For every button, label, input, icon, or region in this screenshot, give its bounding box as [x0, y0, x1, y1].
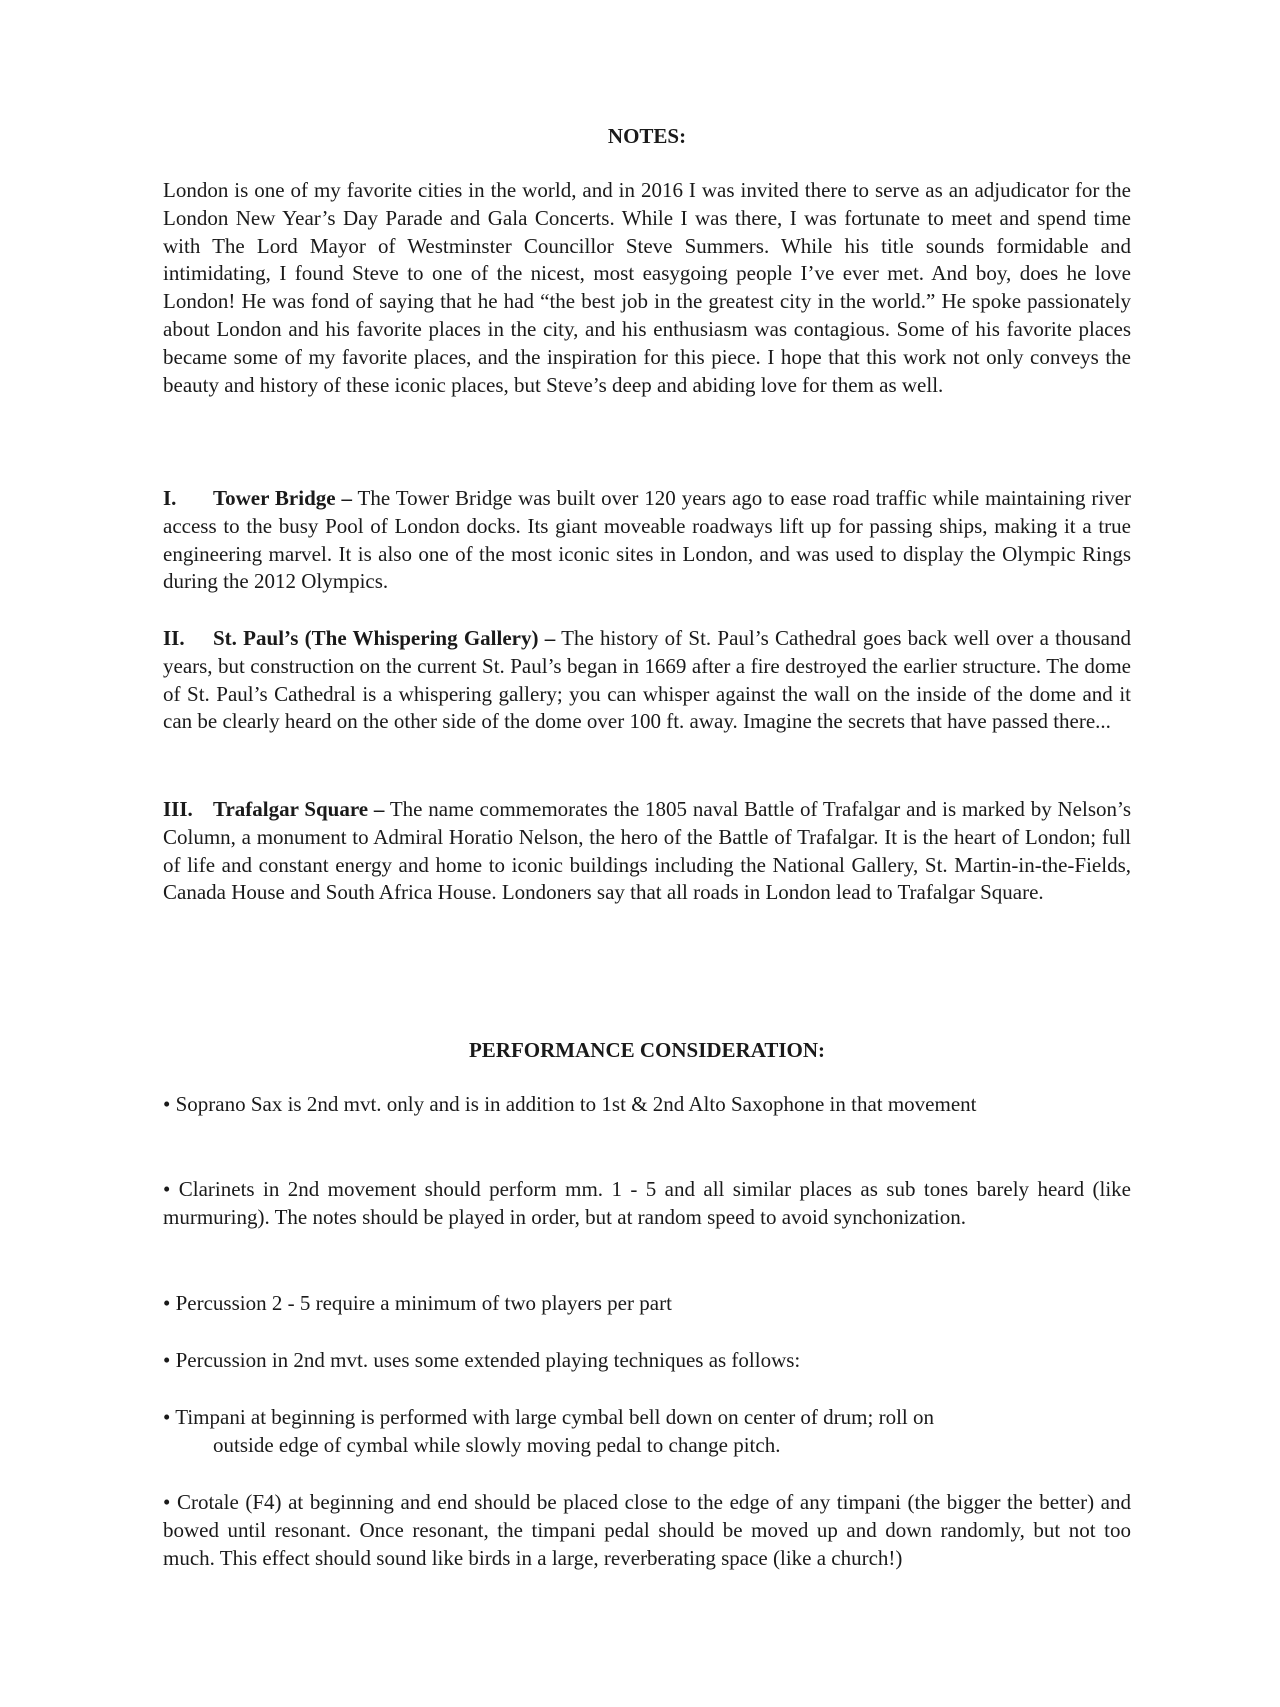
bullet-icon: • — [163, 1405, 171, 1429]
movement-1-numeral: I. — [163, 486, 177, 510]
bullet-text: Crotale (F4) at beginning and end should be placed close to the edge of any timpani (the bigger the better) and bowed until resonant. Once resonant, the timpani pedal should be moved up and down randomly, but not too much. This effect should sound like birds in a large, reverberating space (like a church!) — [163, 1490, 1131, 1570]
movement-1-text: The Tower Bridge was built over 120 years ago to ease road traffic while maintaining river access to the busy Pool of London docks. Its giant moveable roadways lift up for passing ships, making it a true engineering marvel. It is also one of the most iconic sites in London, and was used to display the Olympic Rings during the 2012 Olympics. — [163, 486, 1132, 594]
bullet-icon: • — [163, 1177, 171, 1201]
bullet-text: Percussion 2 - 5 require a minimum of two players per part — [175, 1291, 672, 1315]
movement-1-title: Tower Bridge – — [213, 486, 353, 510]
movement-1-paragraph — [163, 485, 1131, 596]
bullet-icon: • — [163, 1490, 171, 1514]
bullet-icon: • — [163, 1291, 171, 1315]
notes-heading: NOTES: — [607, 124, 687, 148]
performance-bullet — [163, 1091, 1131, 1119]
performance-bullet — [163, 1176, 1131, 1232]
movement-3-paragraph — [163, 796, 1131, 907]
performance-bullet — [163, 1347, 1131, 1375]
movement-2-paragraph — [163, 625, 1131, 736]
bullet-text: Clarinets in 2nd movement should perform mm. 1 - 5 and all similar places as sub tones barely heard (like murmuring). The notes should be played in order, but at random speed to avoid synchonization. — [163, 1177, 1131, 1229]
performance-heading: PERFORMANCE CONSIDERATION: — [468, 1038, 826, 1062]
bullet-text-line-1: Timpani at beginning is performed with large cymbal bell down on center of drum; roll on — [175, 1405, 935, 1429]
movement-2-text: The history of St. Paul’s Cathedral goes back well over a thousand years, but construction on the current St. Paul’s began in 1669 after a fire destroyed the earlier structure. The dome of St. Paul’s Cathedral is a whispering gallery; you can whisper against the wall on the inside of the dome and it can be clearly heard on the other side of the dome over 100 ft. away. Imagine the secrets that have passed there... — [163, 626, 1131, 734]
movement-3-text: The name commemorates the 1805 naval Battle of Trafalgar and is marked by Nelson’s Column, a monument to Admiral Horatio Nelson, the hero of the Battle of Trafalgar. It is the heart of London; full of life and constant energy and home to iconic buildings including the National Gallery, St. Martin-in-the-Fields, Canada House and South Africa House. Londoners say that all roads in London lead to Trafalgar Square. — [163, 797, 1132, 905]
performance-bullet — [163, 1489, 1131, 1572]
bullet-text: Percussion in 2nd mvt. uses some extended playing techniques as follows: — [175, 1348, 801, 1372]
performance-bullet — [163, 1290, 1131, 1318]
movement-2-numeral: II. — [163, 626, 185, 650]
bullet-icon: • — [163, 1348, 171, 1372]
performance-bullet — [163, 1404, 1131, 1460]
bullet-text: Soprano Sax is 2nd mvt. only and is in addition to 1st & 2nd Alto Saxophone in that movement — [175, 1092, 977, 1116]
movement-3-numeral: III. — [163, 797, 193, 821]
movement-2-title: St. Paul’s (The Whispering Gallery) – — [213, 626, 556, 650]
notes-intro-paragraph: London is one of my favorite cities in the world, and in 2016 I was invited there to serve as an adjudicator for the London New Year’s Day Parade and Gala Concerts. While I was there, I was fortunate to meet and spend time with The Lord Mayor of Westminster Councillor Steve Summers. While his title sounds formidable and intimidating, I found Steve to one of the nicest, most easygoing people I’ve ever met. And boy, does he love London! He was fond of saying that he had “the best job in the greatest city in the world.” He spoke passionately about London and his favorite places in the city, and his enthusiasm was contagious. Some of his favorite places became some of my favorite places, and the inspiration for this piece. I hope that this work not only conveys the beauty and history of these iconic places, but Steve’s deep and abiding love for them as well. — [163, 178, 1131, 397]
bullet-icon: • — [163, 1092, 171, 1116]
bullet-text-line-2: outside edge of cymbal while slowly moving pedal to change pitch. — [213, 1432, 781, 1457]
movement-3-title: Trafalgar Square – — [213, 797, 385, 821]
